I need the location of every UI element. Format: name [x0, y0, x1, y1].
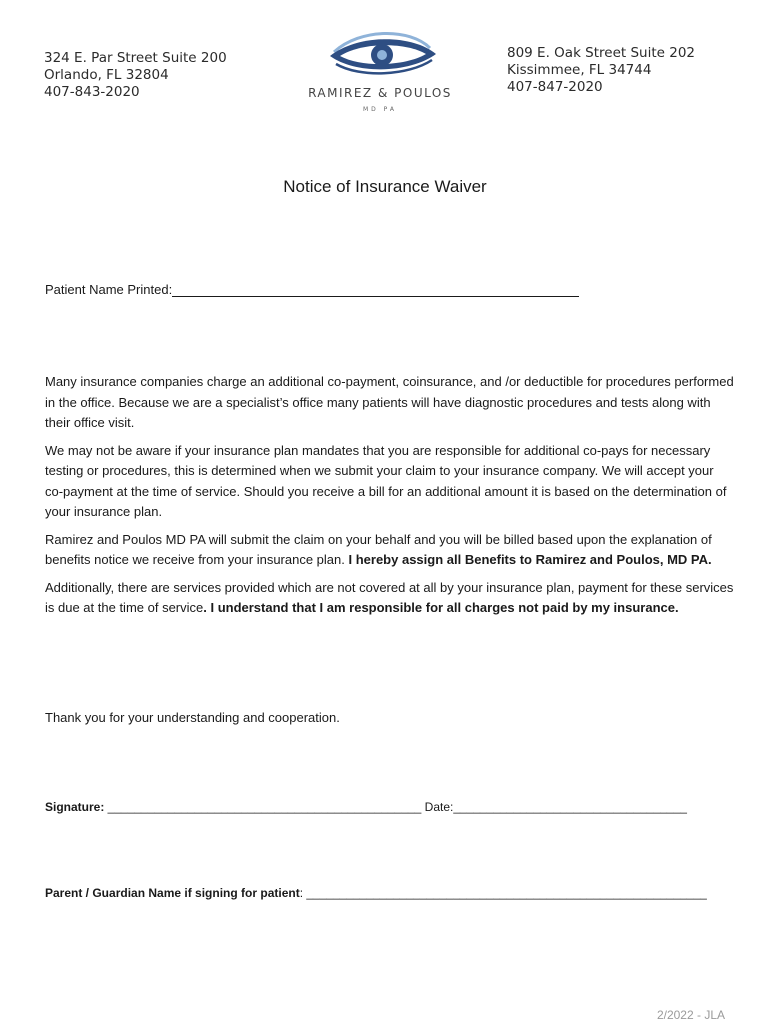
guardian-name-blank[interactable]: ____________________________________________________________ — [306, 886, 707, 900]
assign-benefits-statement: I hereby assign all Benefits to Ramirez and Poulos, MD PA. — [348, 552, 712, 567]
patient-name-blank[interactable] — [172, 282, 579, 297]
eye-logo-icon — [300, 30, 460, 86]
address-line: Kissimmee, FL 34744 — [507, 62, 652, 78]
document-title: Notice of Insurance Waiver — [283, 177, 487, 196]
patient-name-label: Patient Name Printed: — [45, 282, 173, 297]
phone-number: 407-847-2020 — [507, 79, 603, 95]
date-label: Date: — [421, 800, 454, 814]
date-blank[interactable]: ___________________________________ — [453, 800, 687, 814]
right-office-address — [507, 45, 695, 96]
signature-blank[interactable]: _______________________________________________ — [107, 800, 422, 814]
paragraph-2: We may not be aware if your insurance plan mandates that you are responsible for additional co-pays for necessary testing or procedures, this is determined when we submit your claim to your insurance company. We will accept your co-payment at the time of service. Should you receive a bill for an additional amount it is based on the determination of your insurance plan. — [45, 442, 727, 519]
paragraph-4-text: Additionally, there are services provided which are not covered at all by your insurance plan, payment for these services is due at the time of service — [45, 579, 734, 615]
responsibility-statement: . I understand that I am responsible for all charges not paid by my insurance. — [203, 600, 679, 615]
guardian-row — [45, 886, 707, 900]
address-line: 324 E. Par Street Suite 200 — [44, 50, 227, 66]
logo-subtitle: MD PA — [362, 106, 398, 113]
guardian-colon: : — [299, 886, 307, 900]
phone-number: 407-843-2020 — [44, 84, 140, 100]
patient-name-field — [45, 282, 579, 297]
paragraph-4 — [45, 578, 735, 619]
paragraph-3-text: Ramirez and Poulos MD PA will submit the claim on your behalf and you will be billed based upon the explanation of benefits notice we receive from your insurance plan. — [45, 531, 712, 567]
waiver-body — [45, 372, 735, 626]
practice-logo — [300, 30, 460, 125]
logo-name: RAMIREZ & POULOS — [308, 86, 452, 100]
signature-date-row — [45, 800, 687, 814]
address-line: 809 E. Oak Street Suite 202 — [507, 45, 696, 61]
paragraph-1: Many insurance companies charge an additional co-payment, coinsurance, and /or deductible for procedures performed in the office. Because we are a specialist’s office many patients will have diagnostic procedures and tests along with their office visit. — [45, 374, 734, 430]
paragraph-3 — [45, 530, 735, 571]
footer-revision: 2/2022 - JLA — [656, 1008, 725, 1022]
signature-label: Signature: — [45, 800, 108, 814]
thank-you-note: Thank you for your understanding and cooperation. — [45, 710, 340, 725]
guardian-label: Parent / Guardian Name if signing for patient — [45, 886, 300, 900]
left-office-address — [44, 50, 227, 101]
address-line: Orlando, FL 32804 — [44, 67, 169, 83]
